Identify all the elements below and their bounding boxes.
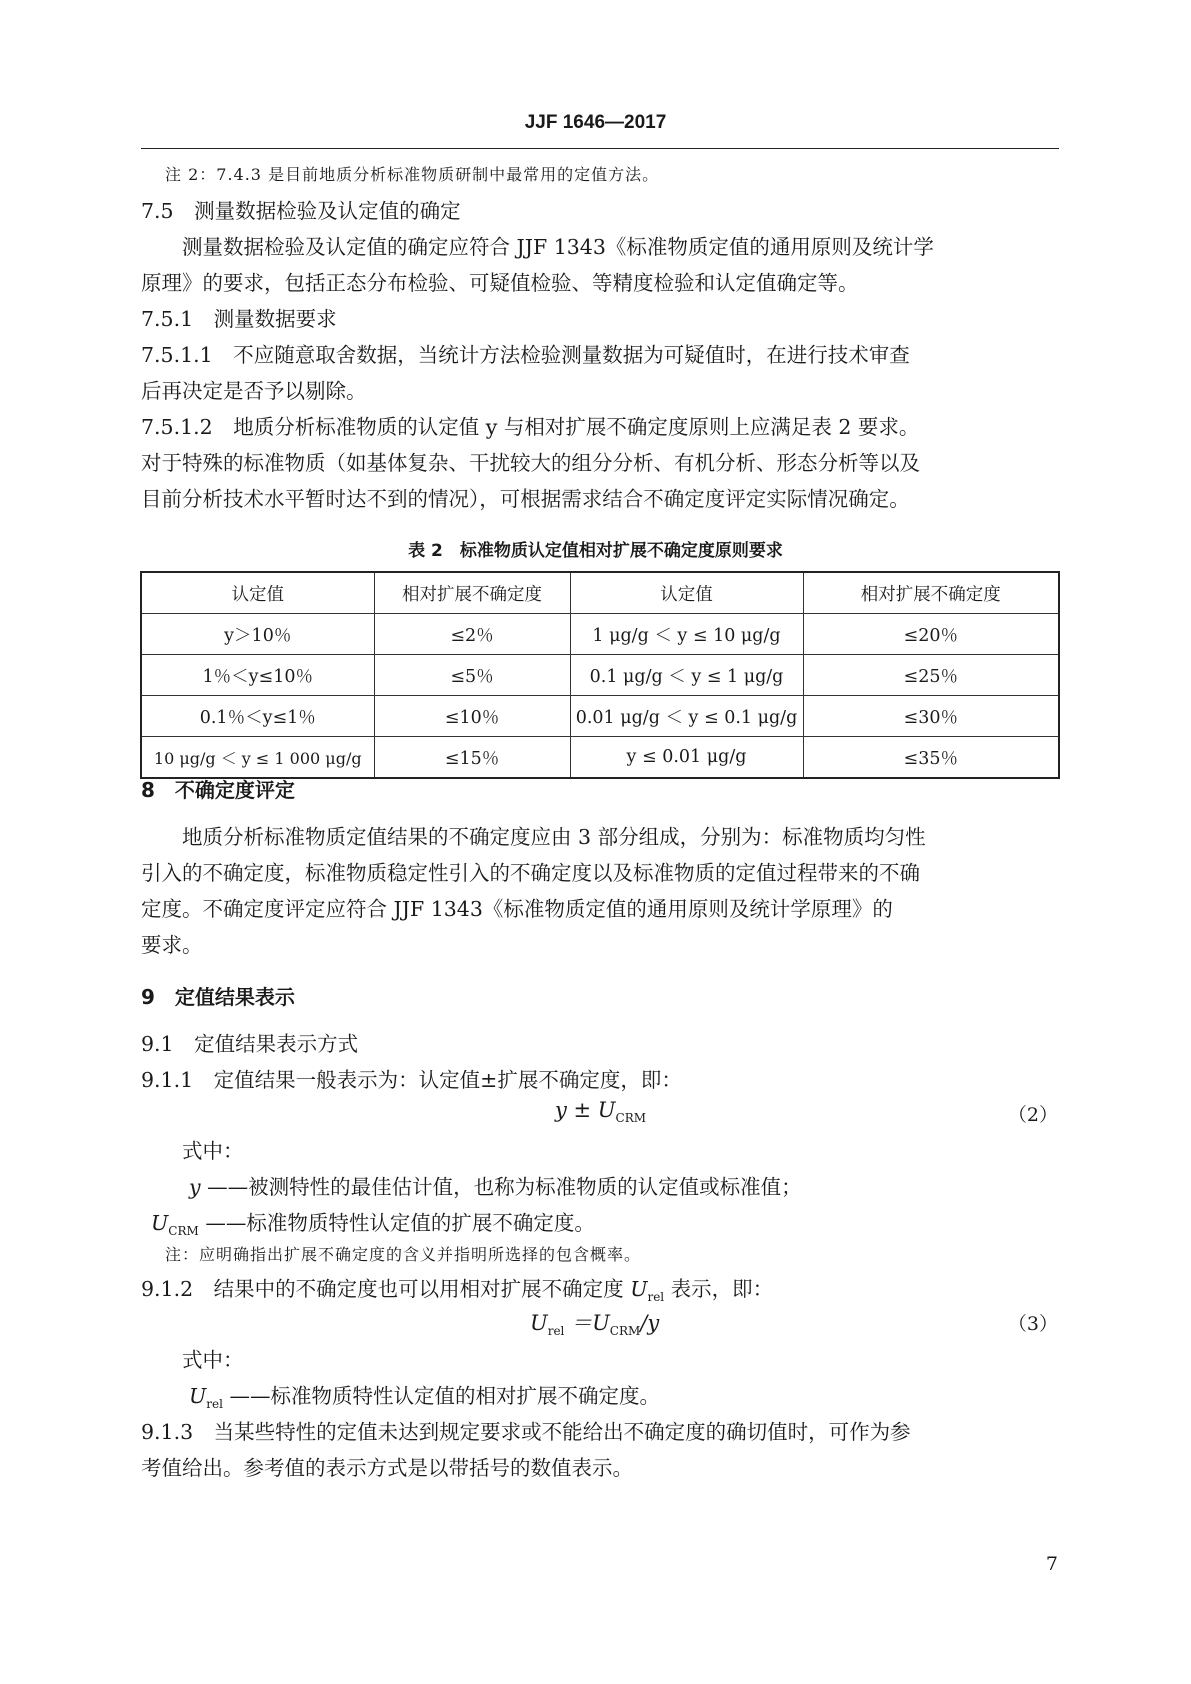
table-cell: 0.01 μg/g ＜ y ≤ 0.1 μg/g — [570, 696, 803, 737]
table-caption: 表 2 标准物质认定值相对扩展不确定度原则要求 — [408, 541, 783, 561]
equation-number: （2） — [1007, 1104, 1058, 1126]
table-cell: 10 μg/g ＜ y ≤ 1 000 μg/g — [141, 737, 374, 779]
table-cell: 1％＜y≤10％ — [141, 655, 374, 696]
where-label: 式中： — [141, 1348, 244, 1372]
paragraph-line: 7.5.1.2 地质分析标准物质的认定值 y 与相对扩展不确定度原则上应满足表 2 要求。 — [141, 415, 920, 439]
column-header: 认定值 — [141, 572, 374, 614]
table-cell: ≤35％ — [803, 737, 1059, 779]
paragraph-line: 原理》的要求，包括正态分布检验、可疑值检验、等精度检验和认定值确定等。 — [141, 271, 859, 295]
table-row — [141, 696, 1059, 737]
table-row — [141, 614, 1059, 655]
section-9-1-title: 9.1 定值结果表示方式 — [141, 1032, 359, 1056]
page-header: JJF 1646—2017 — [524, 112, 667, 133]
definition-ucrm — [151, 1206, 595, 1238]
table-cell: 0.1％＜y≤1％ — [141, 696, 374, 737]
table-cell: 0.1 μg/g ＜ y ≤ 1 μg/g — [570, 655, 803, 696]
paragraph-line: 要求。 — [141, 933, 203, 957]
table-cell: ≤5％ — [374, 655, 570, 696]
paragraph-line: 地质分析标准物质定值结果的不确定度应由 3 部分组成，分别为：标准物质均匀性 — [141, 825, 926, 849]
section-7-5-title: 7.5 测量数据检验及认定值的确定 — [141, 199, 461, 223]
text-run: 表示，即： — [664, 1277, 774, 1301]
table-header-row — [141, 572, 1059, 614]
paragraph-line: 引入的不确定度，标准物质稳定性引入的不确定度以及标准物质的定值过程带来的不确 — [141, 861, 920, 885]
equation-body: /y — [640, 1311, 660, 1335]
paragraph-line: 9.1.3 当某些特性的定值未达到规定要求或不能给出不确定度的确切值时，可作为参 — [141, 1420, 911, 1444]
symbol-subscript: rel — [206, 1397, 223, 1412]
equation-body: ＝U — [564, 1311, 610, 1335]
equation-2 — [555, 1098, 646, 1125]
symbol: U — [630, 1277, 648, 1301]
definition-text: ——被测特性的最佳估计值，也称为标准物质的认定值或标准值； — [207, 1175, 802, 1199]
paragraph-line: 9.1.1 定值结果一般表示为：认定值±扩展不确定度，即： — [141, 1068, 682, 1092]
paragraph-line: 测量数据检验及认定值的确定应符合 JJF 1343《标准物质定值的通用原则及统计学 — [141, 235, 934, 259]
table-cell: 1 μg/g ＜ y ≤ 10 μg/g — [570, 614, 803, 655]
paragraph-line: 目前分析技术水平暂时达不到的情况），可根据需求结合不确定度评定实际情况确定。 — [141, 487, 910, 511]
definition-urel — [189, 1379, 660, 1411]
symbol: y — [189, 1175, 201, 1199]
equation-3 — [530, 1307, 659, 1338]
definition-text: ——标准物质特性认定值的相对扩展不确定度。 — [222, 1384, 660, 1408]
section-9-title: 9 定值结果表示 — [141, 985, 295, 1009]
table-cell: y ≤ 0.01 μg/g — [570, 737, 803, 779]
symbol: U — [189, 1384, 207, 1408]
table-cell: ≤30％ — [803, 696, 1059, 737]
equation-subscript: CRM — [609, 1324, 641, 1339]
symbol: U — [151, 1211, 169, 1235]
note-uncertainty: 注：应明确指出扩展不确定度的含义并指明所选择的包含概率。 — [165, 1245, 642, 1264]
table-row — [141, 655, 1059, 696]
section-7-5-1-title: 7.5.1 测量数据要求 — [141, 307, 337, 331]
equation-symbol: U — [530, 1311, 548, 1335]
paragraph-line: 考值给出。参考值的表示方式是以带括号的数值表示。 — [141, 1456, 633, 1480]
column-header: 相对扩展不确定度 — [803, 572, 1059, 614]
symbol-subscript: CRM — [168, 1224, 199, 1239]
section-8-title: 8 不确定度评定 — [141, 778, 295, 802]
equation-number: （3） — [1007, 1313, 1058, 1335]
where-label: 式中： — [141, 1139, 244, 1163]
equation-subscript: rel — [547, 1324, 565, 1339]
column-header: 相对扩展不确定度 — [374, 572, 570, 614]
table-cell: ≤15％ — [374, 737, 570, 779]
text-run: 9.1.2 结果中的不确定度也可以用相对扩展不确定度 — [141, 1277, 631, 1301]
header-rule — [141, 148, 1059, 149]
table-cell: ≤25％ — [803, 655, 1059, 696]
equation-body: y ± U — [555, 1098, 616, 1122]
table-cell: ≤10％ — [374, 696, 570, 737]
uncertainty-table — [140, 571, 1060, 779]
note-2: 注 2：7.4.3 是目前地质分析标准物质研制中最常用的定值方法。 — [165, 165, 660, 184]
table-cell: y＞10％ — [141, 614, 374, 655]
table-row — [141, 737, 1059, 779]
definition-y — [189, 1170, 802, 1200]
paragraph-line: 7.5.1.1 不应随意取舍数据，当统计方法检验测量数据为可疑值时，在进行技术审查 — [141, 343, 910, 367]
symbol-subscript: rel — [647, 1290, 665, 1305]
paragraph-line: 后再决定是否予以剔除。 — [141, 379, 367, 403]
page-number: 7 — [1045, 1553, 1058, 1575]
paragraph-9-1-2 — [141, 1272, 773, 1304]
column-header: 认定值 — [570, 572, 803, 614]
table-cell: ≤20％ — [803, 614, 1059, 655]
paragraph-line: 对于特殊的标准物质（如基体复杂、干扰较大的组分分析、有机分析、形态分析等以及 — [141, 451, 920, 475]
table-cell: ≤2％ — [374, 614, 570, 655]
definition-text: ——标准物质特性认定值的扩展不确定度。 — [205, 1211, 595, 1235]
equation-subscript: CRM — [615, 1111, 647, 1126]
paragraph-line: 定度。不确定度评定应符合 JJF 1343《标准物质定值的通用原则及统计学原理》的 — [141, 897, 893, 921]
